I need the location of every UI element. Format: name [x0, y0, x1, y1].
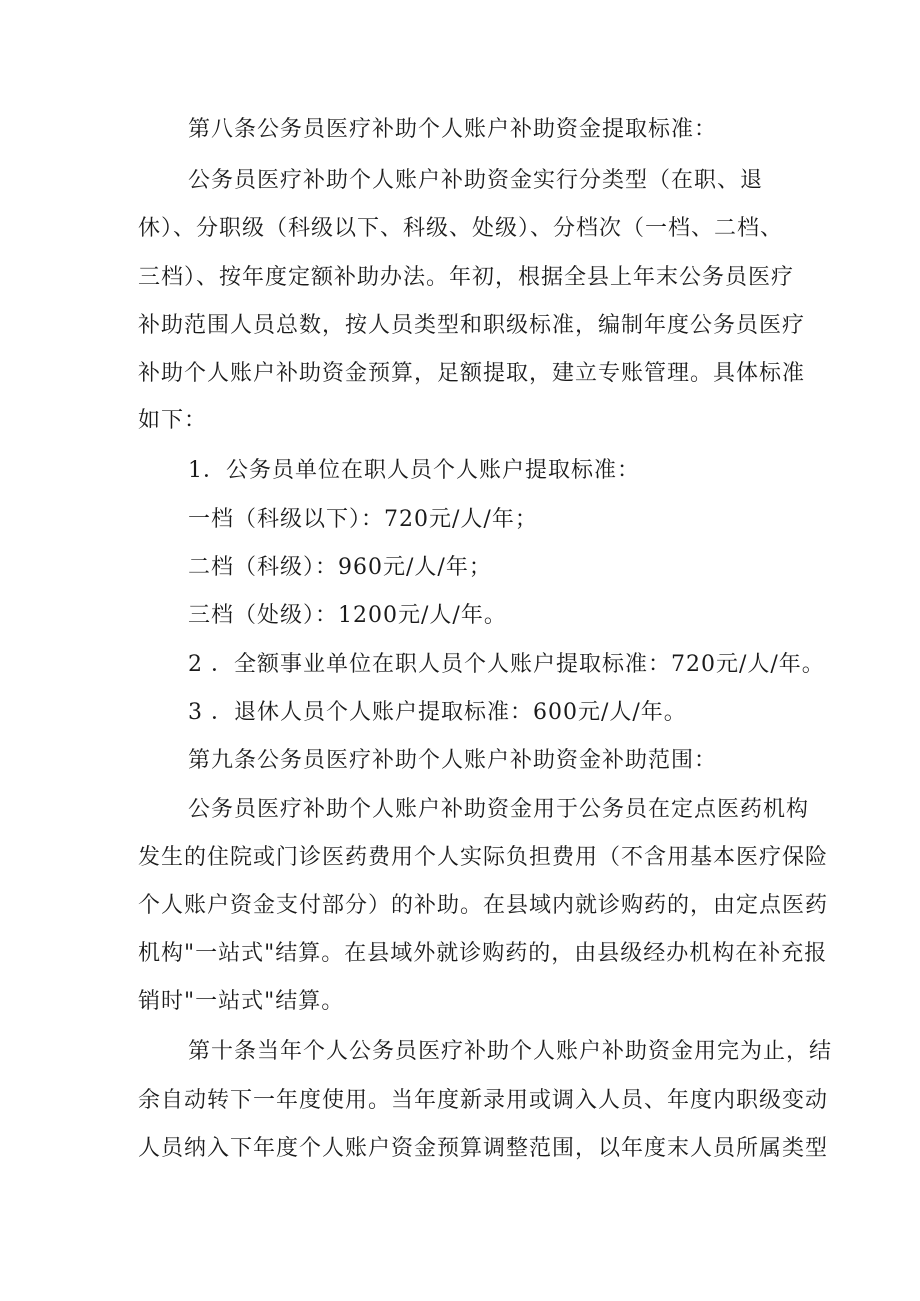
- tier1-standard: 一档（科级以下）：720元/人/年；: [188, 507, 538, 532]
- tier2-standard: 二档（科级）：960元/人/年；: [188, 555, 492, 580]
- item2-standard: 2 ．全额事业单位在职人员个人账户提取标准：720元/人/年。: [188, 652, 825, 677]
- article9-paragraph-line-2: 发生的住院或门诊医药费用个人实际负担费用（不含用基本医疗保险: [138, 845, 829, 870]
- item3-standard: 3 ．退休人员个人账户提取标准：600元/人/年。: [188, 700, 687, 725]
- article9-paragraph-line-4: 机构"一站式"结算。在县域外就诊购药的，由县级经办机构在补充报: [138, 941, 828, 966]
- article8-paragraph-line-3: 三档）、按年度定额补助办法。年初，根据全县上年末公务员医疗: [138, 265, 795, 290]
- article8-paragraph-line-1: 公务员医疗补助个人账户补助资金实行分类型（在职、退: [188, 168, 764, 193]
- article9-paragraph-line-3: 个人账户资金支付部分）的补助。在县域内就诊购药的，由定点医药: [138, 893, 829, 918]
- article8-paragraph-line-4: 补助范围人员总数，按人员类型和职级标准，编制年度公务员医疗: [138, 313, 806, 338]
- article8-heading: 第八条公务员医疗补助个人账户补助资金提取标准：: [188, 117, 718, 142]
- article9-heading: 第九条公务员医疗补助个人账户补助资金补助范围：: [188, 748, 718, 773]
- article9-paragraph-line-5: 销时"一站式"结算。: [138, 989, 345, 1014]
- article10-paragraph-line-3: 人员纳入下年度个人账户资金预算调整范围，以年度末人员所属类型: [138, 1136, 829, 1161]
- item1-title: 1．公务员单位在职人员个人账户提取标准：: [188, 458, 640, 483]
- article10-paragraph-line-2: 余自动转下一年度使用。当年度新录用或调入人员、年度内职级变动: [138, 1088, 829, 1113]
- article9-paragraph-line-1: 公务员医疗补助个人账户补助资金用于公务员在定点医药机构: [188, 797, 810, 822]
- tier3-standard: 三档（处级）：1200元/人/年。: [188, 603, 507, 628]
- article8-paragraph-line-6: 如下：: [138, 408, 208, 433]
- article8-paragraph-line-2: 休）、分职级（科级以下、科级、处级）、分档次（一档、二档、: [138, 216, 784, 241]
- article10-paragraph-line-1: 第十条当年个人公务员医疗补助个人账户补助资金用完为止，结: [188, 1039, 833, 1064]
- article8-paragraph-line-5: 补助个人账户补助资金预算，足额提取，建立专账管理。具体标准: [138, 361, 806, 386]
